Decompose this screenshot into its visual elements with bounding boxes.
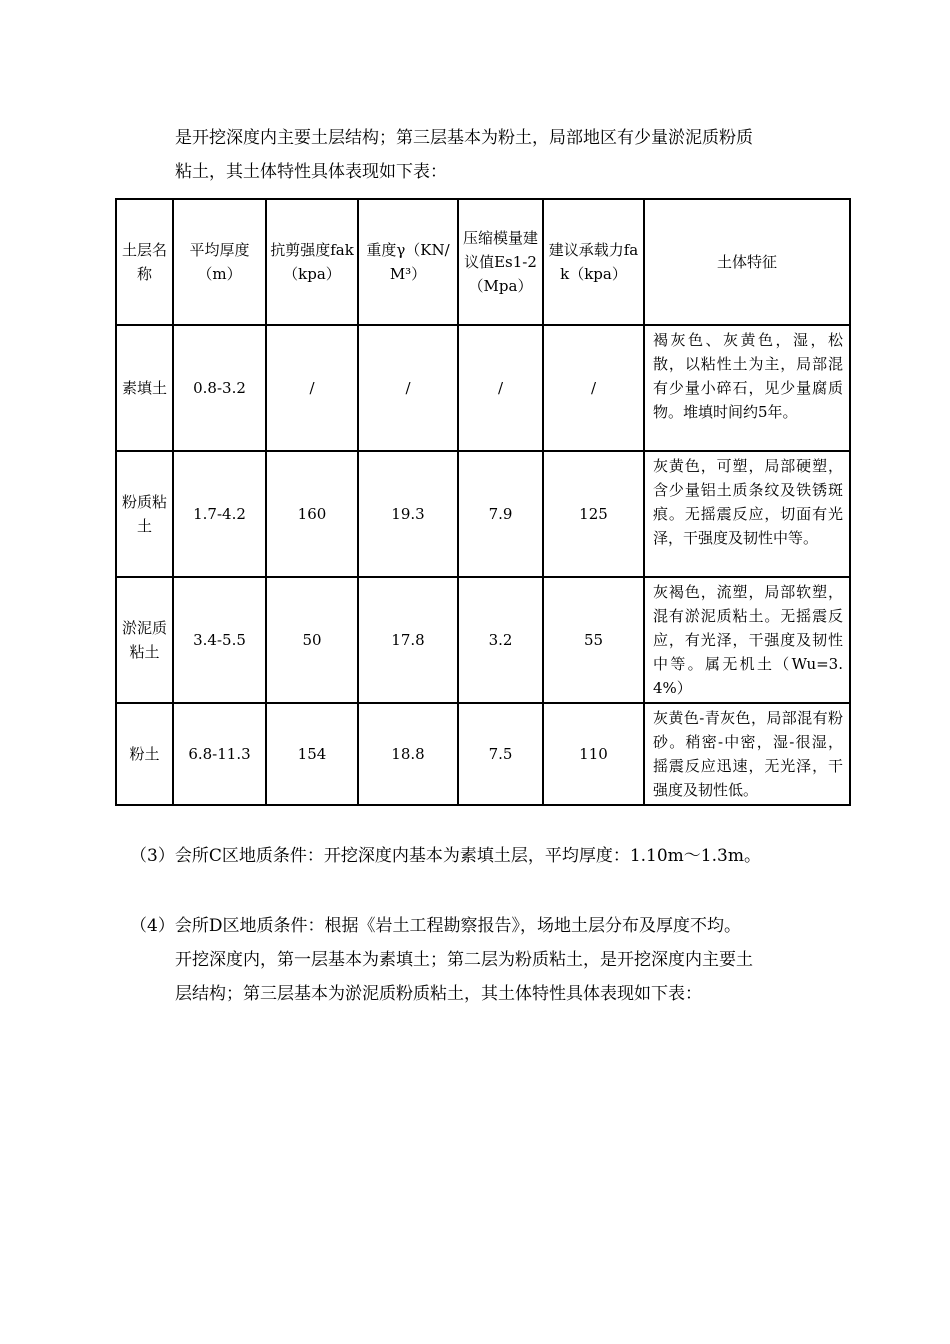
paragraph-3: （3）会所C区地质条件：开挖深度内基本为素填土层，平均厚度：1.10m～1.3m。: [130, 846, 761, 866]
cell-bearing: 125: [543, 451, 644, 577]
cell-bearing: 55: [543, 577, 644, 703]
cell-modulus: /: [458, 325, 543, 451]
table-header-row: [116, 199, 850, 325]
cell-shear: 160: [266, 451, 358, 577]
cell-weight: /: [358, 325, 458, 451]
header-bearing: 建议承载力fak（kpa）: [543, 199, 644, 325]
para4-line-1: （4）会所D区地质条件：根据《岩土工程勘察报告》，场地土层分布及厚度不均。: [130, 916, 741, 936]
cell-thickness: 3.4-5.5: [173, 577, 266, 703]
header-thickness: 平均厚度（m）: [173, 199, 266, 325]
para4-line-2: 开挖深度内，第一层基本为素填土；第二层为粉质粘土，是开挖深度内主要土: [175, 950, 753, 970]
header-name: 土层名称: [116, 199, 173, 325]
table-row: [116, 703, 850, 805]
cell-modulus: 3.2: [458, 577, 543, 703]
header-modulus: 压缩模量建议值Es1-2（Mpa）: [458, 199, 543, 325]
cell-shear: /: [266, 325, 358, 451]
cell-feature: 褐灰色、灰黄色，湿，松散，以粘性土为主，局部混有少量小碎石，见少量腐质物。堆填时间约5年。: [644, 325, 850, 451]
cell-weight: 18.8: [358, 703, 458, 805]
intro-line-2: 粘土，其土体特性具体表现如下表：: [175, 162, 447, 182]
header-feature: 土体特征: [644, 199, 850, 325]
para4-line-3: 层结构；第三层基本为淤泥质粉质粘土，其土体特性具体表现如下表：: [175, 984, 702, 1004]
cell-modulus: 7.9: [458, 451, 543, 577]
cell-weight: 19.3: [358, 451, 458, 577]
paragraph-4: [130, 909, 850, 1011]
intro-paragraph: [175, 121, 855, 189]
table-row: [116, 451, 850, 577]
cell-name: 淤泥质粘土: [116, 577, 173, 703]
cell-thickness: 0.8-3.2: [173, 325, 266, 451]
cell-name: 粉土: [116, 703, 173, 805]
cell-bearing: /: [543, 325, 644, 451]
cell-weight: 17.8: [358, 577, 458, 703]
table-row: [116, 325, 850, 451]
header-weight: 重度γ（KN/M³）: [358, 199, 458, 325]
cell-name: 素填土: [116, 325, 173, 451]
header-shear: 抗剪强度fak（kpa）: [266, 199, 358, 325]
cell-feature: 灰黄色-青灰色，局部混有粉砂。稍密-中密，湿-很湿，摇震反应迅速，无光泽，干强度及韧性低。: [644, 703, 850, 805]
cell-bearing: 110: [543, 703, 644, 805]
intro-line-1: 是开挖深度内主要土层结构；第三层基本为粉土，局部地区有少量淤泥质粉质: [175, 128, 753, 148]
cell-thickness: 1.7-4.2: [173, 451, 266, 577]
cell-thickness: 6.8-11.3: [173, 703, 266, 805]
soil-properties-table: [115, 198, 851, 806]
cell-name: 粉质粘土: [116, 451, 173, 577]
cell-feature: 灰褐色，流塑，局部软塑，混有淤泥质粘土。无摇震反应，有光泽，干强度及韧性中等。属无机土（Wu=3.4%）: [644, 577, 850, 703]
table-row: [116, 577, 850, 703]
cell-modulus: 7.5: [458, 703, 543, 805]
cell-shear: 154: [266, 703, 358, 805]
cell-shear: 50: [266, 577, 358, 703]
cell-feature: 灰黄色，可塑，局部硬塑，含少量铝土质条纹及铁锈斑痕。无摇震反应，切面有光泽，干强度及韧性中等。: [644, 451, 850, 577]
